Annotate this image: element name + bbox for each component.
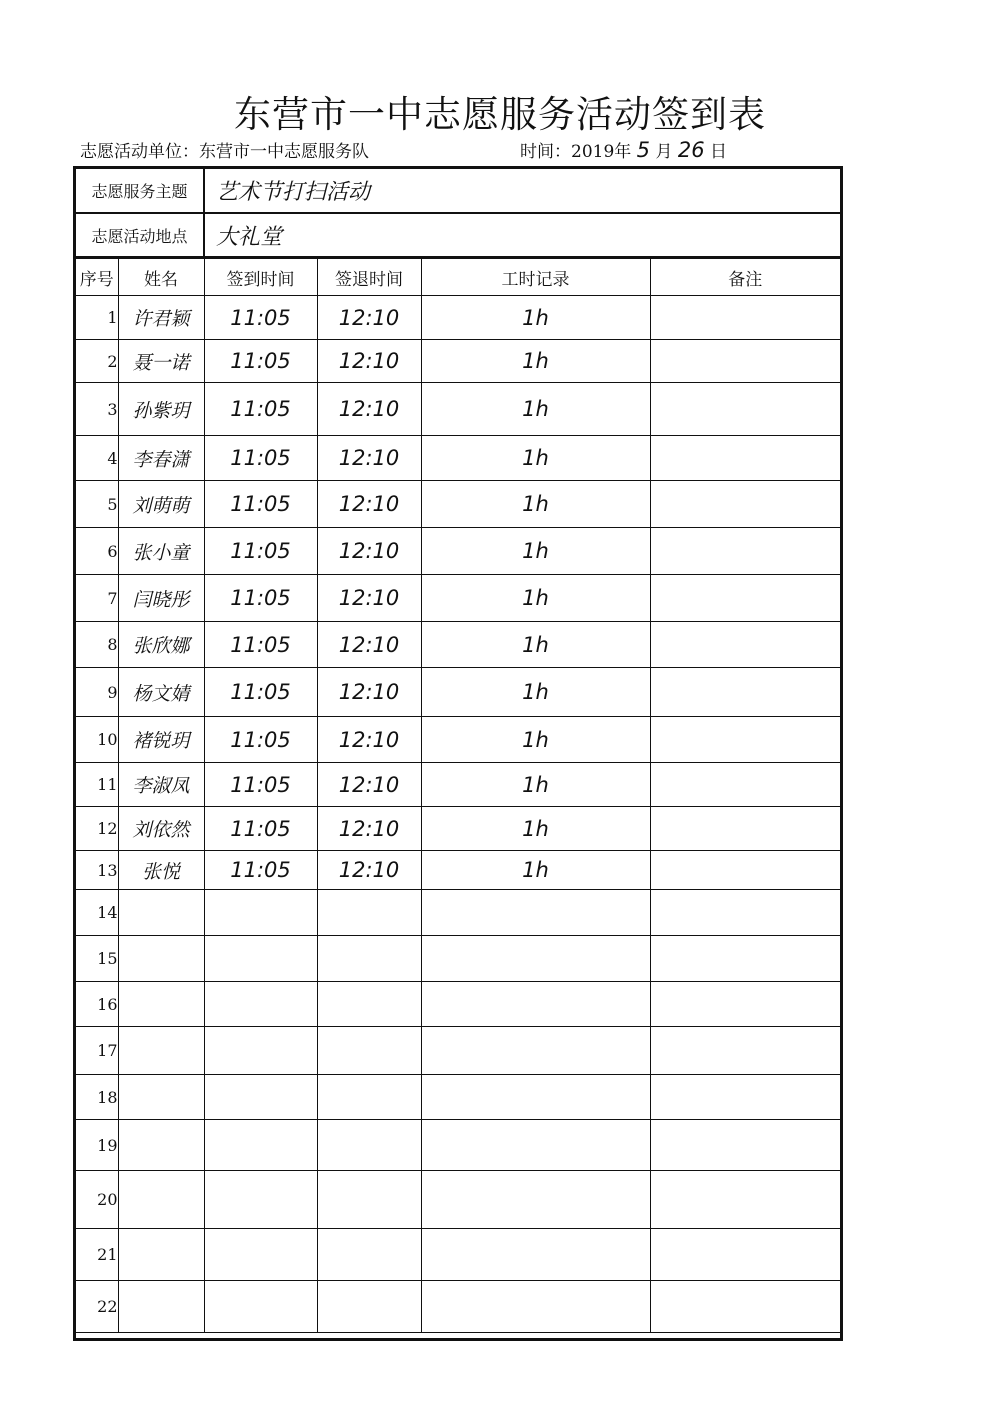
table-row xyxy=(76,1075,840,1120)
sign-in-time: 11:05 xyxy=(204,296,317,340)
sign-in-time xyxy=(204,1075,317,1120)
row-number: 19 xyxy=(76,1120,118,1171)
hours-record: 1h xyxy=(421,717,650,763)
signer-name: 聂一诺 xyxy=(118,340,204,383)
sign-in-time: 11:05 xyxy=(204,481,317,528)
table-row xyxy=(76,1281,840,1333)
notes-cell xyxy=(650,383,840,436)
row-number: 12 xyxy=(76,807,118,851)
hours-record: 1h xyxy=(421,528,650,575)
sign-out-time: 12:10 xyxy=(317,575,421,622)
sign-in-time xyxy=(204,1171,317,1229)
row-number: 14 xyxy=(76,890,118,936)
table-row xyxy=(76,383,840,436)
sign-in-time: 11:05 xyxy=(204,436,317,481)
page-title: 东营市一中志愿服务活动签到表 xyxy=(234,93,766,136)
row-number: 20 xyxy=(76,1171,118,1229)
row-number: 22 xyxy=(76,1281,118,1333)
row-number: 3 xyxy=(76,383,118,436)
row-number: 11 xyxy=(76,763,118,807)
row-number: 10 xyxy=(76,717,118,763)
column-header-hours: 工时记录 xyxy=(421,259,650,296)
row-number: 9 xyxy=(76,668,118,717)
table-body xyxy=(76,296,840,1333)
hours-record: 1h xyxy=(421,807,650,851)
location-row xyxy=(76,214,840,258)
signer-name xyxy=(118,1229,204,1281)
notes-cell xyxy=(650,1120,840,1171)
hours-record xyxy=(421,890,650,936)
hours-record xyxy=(421,1075,650,1120)
hours-record: 1h xyxy=(421,436,650,481)
signer-name xyxy=(118,890,204,936)
column-header-sign-out: 签退时间 xyxy=(317,259,421,296)
table-row xyxy=(76,481,840,528)
table-row xyxy=(76,436,840,481)
table-row xyxy=(76,851,840,890)
date-month-unit: 月 xyxy=(655,142,673,162)
date-day: 26 xyxy=(677,138,705,162)
hours-record xyxy=(421,1120,650,1171)
row-number: 17 xyxy=(76,1027,118,1075)
attendance-table xyxy=(76,258,840,1333)
hours-record: 1h xyxy=(421,383,650,436)
signer-name xyxy=(118,982,204,1027)
date-day-unit: 日 xyxy=(710,142,727,162)
table-header-row xyxy=(76,259,840,296)
signer-name: 张悦 xyxy=(118,851,204,890)
notes-cell xyxy=(650,1075,840,1120)
table-row xyxy=(76,807,840,851)
row-number: 7 xyxy=(76,575,118,622)
theme-label: 志愿服务主题 xyxy=(76,169,205,212)
hours-record: 1h xyxy=(421,763,650,807)
column-header-sign-in: 签到时间 xyxy=(204,259,317,296)
signer-name: 杨文婧 xyxy=(118,668,204,717)
sign-out-time xyxy=(317,1027,421,1075)
sign-in-time xyxy=(204,936,317,982)
sign-in-time: 11:05 xyxy=(204,622,317,668)
column-header-notes: 备注 xyxy=(650,259,840,296)
table-row xyxy=(76,622,840,668)
notes-cell xyxy=(650,982,840,1027)
row-number: 13 xyxy=(76,851,118,890)
notes-cell xyxy=(650,1229,840,1281)
signer-name: 孙紫玥 xyxy=(118,383,204,436)
row-number: 5 xyxy=(76,481,118,528)
hours-record: 1h xyxy=(421,622,650,668)
hours-record xyxy=(421,1229,650,1281)
table-row xyxy=(76,528,840,575)
sign-out-time xyxy=(317,890,421,936)
table-row xyxy=(76,340,840,383)
row-number: 8 xyxy=(76,622,118,668)
sign-out-time xyxy=(317,1075,421,1120)
table-row xyxy=(76,763,840,807)
sign-out-time xyxy=(317,936,421,982)
table-row xyxy=(76,1027,840,1075)
date-month: 5 xyxy=(636,138,651,162)
signer-name: 刘萌萌 xyxy=(118,481,204,528)
organizer-line xyxy=(80,137,369,162)
sign-out-time: 12:10 xyxy=(317,481,421,528)
sign-in-time xyxy=(204,1027,317,1075)
sign-in-time: 11:05 xyxy=(204,340,317,383)
table-row xyxy=(76,936,840,982)
notes-cell xyxy=(650,622,840,668)
sign-out-time xyxy=(317,1229,421,1281)
location-value: 大礼堂 xyxy=(216,224,283,250)
hours-record: 1h xyxy=(421,340,650,383)
date-label: 时间： xyxy=(520,142,571,162)
notes-cell xyxy=(650,528,840,575)
sign-out-time: 12:10 xyxy=(317,383,421,436)
date-year: 2019年 xyxy=(571,142,632,162)
sign-out-time: 12:10 xyxy=(317,340,421,383)
signer-name: 许君颖 xyxy=(118,296,204,340)
signin-sheet xyxy=(73,166,843,1341)
row-number: 4 xyxy=(76,436,118,481)
notes-cell xyxy=(650,763,840,807)
row-number: 6 xyxy=(76,528,118,575)
hours-record: 1h xyxy=(421,668,650,717)
notes-cell xyxy=(650,296,840,340)
row-number: 1 xyxy=(76,296,118,340)
signer-name xyxy=(118,1281,204,1333)
hours-record xyxy=(421,1027,650,1075)
sign-in-time xyxy=(204,890,317,936)
row-number: 2 xyxy=(76,340,118,383)
sign-in-time xyxy=(204,982,317,1027)
sign-in-time: 11:05 xyxy=(204,851,317,890)
notes-cell xyxy=(650,890,840,936)
notes-cell xyxy=(650,936,840,982)
signer-name xyxy=(118,1171,204,1229)
notes-cell xyxy=(650,807,840,851)
signer-name xyxy=(118,1120,204,1171)
sign-out-time: 12:10 xyxy=(317,436,421,481)
table-row xyxy=(76,1120,840,1171)
location-label: 志愿活动地点 xyxy=(76,214,205,256)
row-number: 15 xyxy=(76,936,118,982)
date-line xyxy=(520,137,727,162)
sign-out-time: 12:10 xyxy=(317,851,421,890)
hours-record: 1h xyxy=(421,851,650,890)
organizer-label: 志愿活动单位： xyxy=(80,142,199,162)
table-row xyxy=(76,890,840,936)
organizer-value: 东营市一中志愿服务队 xyxy=(199,142,369,162)
hours-record: 1h xyxy=(421,296,650,340)
sign-out-time: 12:10 xyxy=(317,763,421,807)
sign-out-time: 12:10 xyxy=(317,622,421,668)
theme-row xyxy=(76,169,840,214)
table-row xyxy=(76,717,840,763)
hours-record: 1h xyxy=(421,575,650,622)
table-row xyxy=(76,1229,840,1281)
sign-out-time xyxy=(317,1281,421,1333)
sign-out-time: 12:10 xyxy=(317,296,421,340)
signer-name: 李春潇 xyxy=(118,436,204,481)
sign-in-time: 11:05 xyxy=(204,763,317,807)
signer-name: 闫晓彤 xyxy=(118,575,204,622)
sign-out-time xyxy=(317,1171,421,1229)
sign-in-time: 11:05 xyxy=(204,668,317,717)
sign-in-time xyxy=(204,1281,317,1333)
table-row xyxy=(76,1171,840,1229)
notes-cell xyxy=(650,1281,840,1333)
signer-name: 褚锐玥 xyxy=(118,717,204,763)
signer-name xyxy=(118,1027,204,1075)
theme-value: 艺术节打扫活动 xyxy=(216,180,371,205)
signer-name xyxy=(118,1075,204,1120)
signer-name: 刘依然 xyxy=(118,807,204,851)
sign-in-time: 11:05 xyxy=(204,807,317,851)
signer-name: 张小童 xyxy=(118,528,204,575)
row-number: 18 xyxy=(76,1075,118,1120)
table-row xyxy=(76,296,840,340)
sign-out-time xyxy=(317,982,421,1027)
row-number: 16 xyxy=(76,982,118,1027)
notes-cell xyxy=(650,1027,840,1075)
notes-cell xyxy=(650,481,840,528)
sign-in-time xyxy=(204,1120,317,1171)
notes-cell xyxy=(650,851,840,890)
hours-record: 1h xyxy=(421,481,650,528)
sign-out-time: 12:10 xyxy=(317,807,421,851)
column-header-seq: 序号 xyxy=(76,259,118,296)
sign-in-time: 11:05 xyxy=(204,717,317,763)
sign-out-time: 12:10 xyxy=(317,528,421,575)
table-row xyxy=(76,668,840,717)
sign-in-time: 11:05 xyxy=(204,528,317,575)
hours-record xyxy=(421,1171,650,1229)
hours-record xyxy=(421,936,650,982)
sign-out-time: 12:10 xyxy=(317,668,421,717)
signer-name: 李淑凤 xyxy=(118,763,204,807)
notes-cell xyxy=(650,717,840,763)
hours-record xyxy=(421,1281,650,1333)
row-number: 21 xyxy=(76,1229,118,1281)
signer-name: 张欣娜 xyxy=(118,622,204,668)
table-row xyxy=(76,982,840,1027)
notes-cell xyxy=(650,436,840,481)
notes-cell xyxy=(650,1171,840,1229)
sign-out-time: 12:10 xyxy=(317,717,421,763)
notes-cell xyxy=(650,668,840,717)
sign-out-time xyxy=(317,1120,421,1171)
sign-in-time: 11:05 xyxy=(204,383,317,436)
notes-cell xyxy=(650,340,840,383)
table-row xyxy=(76,575,840,622)
hours-record xyxy=(421,982,650,1027)
signer-name xyxy=(118,936,204,982)
notes-cell xyxy=(650,575,840,622)
sign-in-time xyxy=(204,1229,317,1281)
column-header-name: 姓名 xyxy=(118,259,204,296)
sign-in-time: 11:05 xyxy=(204,575,317,622)
